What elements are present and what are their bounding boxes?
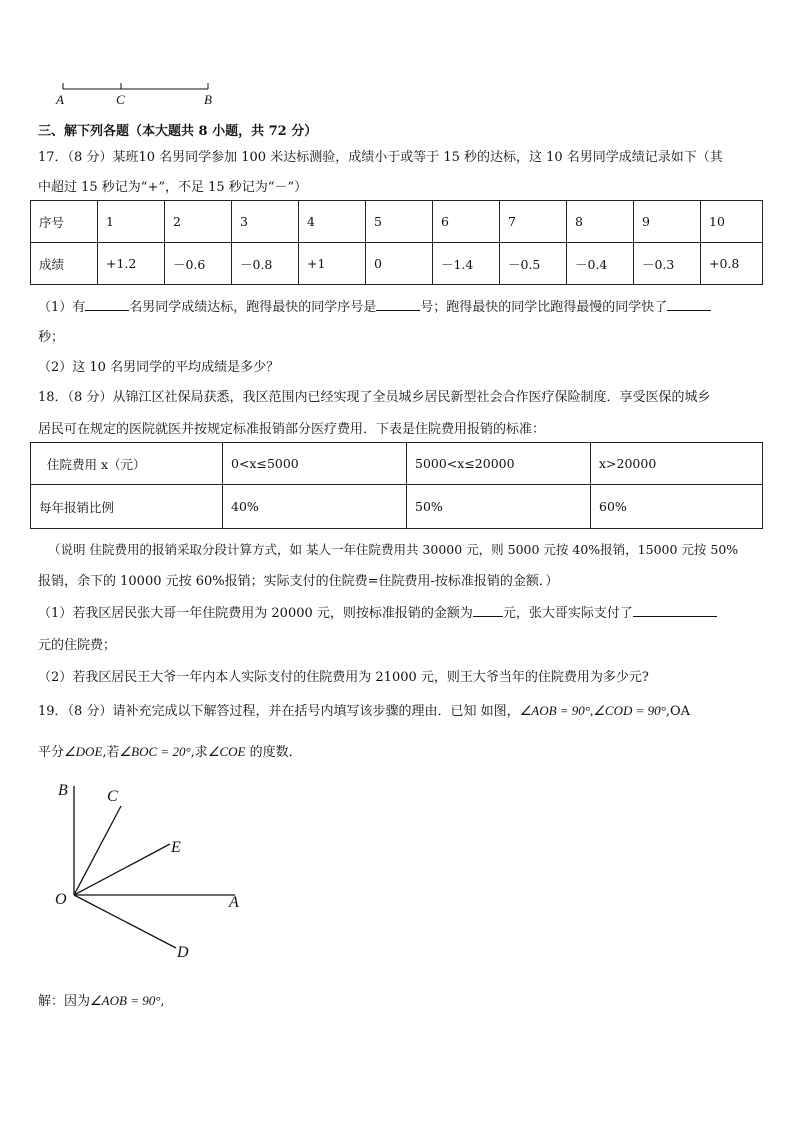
q19-angle-coe: ∠COE (207, 744, 246, 759)
q18-rate-table (30, 442, 763, 529)
answer-blank[interactable] (473, 604, 503, 617)
table-cell: 5000<x≤20000 (407, 443, 591, 485)
q19-stem-line2 (38, 741, 302, 760)
table-cell: 40% (223, 485, 407, 529)
table-cell: 序号 (31, 201, 98, 243)
table-cell: 7 (500, 201, 567, 243)
q19-text-f: 的度数． (245, 745, 302, 760)
table-cell: 5 (366, 201, 433, 243)
seg-label-c: C (116, 92, 125, 107)
ray-oe (74, 844, 170, 895)
table-cell: 0 (366, 243, 433, 285)
q19-text-a: 19．（8 分）请补充完成以下解答过程，并在括号内填写该步骤的理由．已知 如图， (38, 704, 520, 719)
seg-label-b: B (204, 92, 212, 107)
table-cell: －0.6 (165, 243, 232, 285)
table-cell: +1.2 (98, 243, 165, 285)
table-cell: 2 (165, 201, 232, 243)
table-cell: －0.5 (500, 243, 567, 285)
answer-blank[interactable] (376, 298, 420, 311)
table-cell: 9 (634, 201, 701, 243)
q17-part1-text-c: 号；跑得最快的同学比跑得最慢的同学快了 (420, 300, 668, 315)
q19-sol-text-a: 解：因为 (38, 994, 91, 1009)
q18-stem-line1: 18．（8 分）从锦江区社保局获悉，我区范围内已经实现了全员城乡居民新型社会合作医疗保险制度．享受医保的城乡 (38, 390, 711, 405)
q17-header-row (31, 201, 763, 243)
fig-label-a: A (229, 894, 239, 911)
table-cell: 50% (407, 485, 591, 529)
fig-label-d: D (177, 944, 189, 961)
q18-part1 (38, 602, 717, 621)
q17-part1 (38, 296, 711, 315)
q19-text-b: ,OA (665, 704, 690, 719)
table-cell: +0.8 (701, 243, 763, 285)
seg-label-a: A (56, 92, 64, 107)
q19-stem-line1 (38, 700, 690, 719)
table-cell: 60% (591, 485, 763, 529)
q19-angle-figure (50, 778, 260, 968)
q18-part1-text-b: 元，张大哥实际支付了 (502, 606, 633, 621)
q19-text-d: ,若 (102, 745, 120, 760)
q19-text-c: 平分 (38, 745, 65, 760)
q18-part1-text-a: （1）若我区居民张大哥一年住院费用为 20000 元，则按标准报销的金额为 (38, 606, 473, 621)
q18-part1-cont: 元的住院费； (38, 638, 117, 653)
table-cell: 住院费用 x（元） (31, 443, 223, 485)
answer-blank[interactable] (633, 604, 717, 617)
q17-score-table (30, 200, 763, 285)
q18-header-row (31, 443, 763, 485)
q19-angle-doe: ∠DOE (64, 744, 103, 759)
fig-label-o: O (55, 891, 67, 908)
q17-part1-cont: 秒； (38, 330, 65, 345)
q17-part2: （2）这 10 名男同学的平均成绩是多少？ (38, 360, 280, 375)
table-cell: 3 (232, 201, 299, 243)
fig-label-c: C (107, 788, 118, 805)
q17-score-row (31, 243, 763, 285)
q19-text-e: ,求 (190, 745, 208, 760)
q19-solution-start (38, 990, 165, 1009)
table-cell: 每年报销比例 (31, 485, 223, 529)
q17-stem-line2: 中超过 15 秒记为“+”，不足 15 秒记为“－”） (38, 180, 308, 195)
table-cell: 8 (567, 201, 634, 243)
q19-sol-text-b: , (160, 994, 165, 1009)
table-cell: －0.8 (232, 243, 299, 285)
table-cell: 1 (98, 201, 165, 243)
q18-note-line2: 报销，余下的 10000 元按 60%报销；实际支付的住院费=住院费用-按标准报销的金额．） (38, 574, 559, 589)
q17-stem-line1: 17．（8 分）某班10 名男同学参加 100 米达标测验，成绩小于或等于 15 秒的达标，这 10 名男同学成绩记录如下（其 (38, 150, 723, 165)
q17-part1-text-a: （1）有 (38, 300, 86, 315)
q19-angle-boc: ∠BOC = 20° (119, 744, 191, 759)
section-heading: 三、解下列各题（本大题共 8 小题，共 72 分） (38, 124, 318, 139)
segment-figure (55, 80, 220, 110)
table-cell: 成绩 (31, 243, 98, 285)
table-cell: 0<x≤5000 (223, 443, 407, 485)
q17-part1-text-b: 名男同学成绩达标，跑得最快的同学序号是 (129, 300, 377, 315)
fig-label-b: B (58, 782, 68, 799)
answer-blank[interactable] (667, 298, 711, 311)
table-cell: 6 (433, 201, 500, 243)
table-cell: 4 (299, 201, 366, 243)
fig-label-e: E (171, 839, 181, 856)
q19-sol-angle: ∠AOB = 90° (90, 993, 161, 1008)
table-cell: 10 (701, 201, 763, 243)
ray-od (74, 895, 176, 948)
table-cell: +1 (299, 243, 366, 285)
ray-oc (74, 806, 121, 895)
table-cell: －1.4 (433, 243, 500, 285)
answer-blank[interactable] (85, 298, 129, 311)
q19-given-angles: ∠AOB = 90°,∠COD = 90° (519, 703, 666, 718)
q18-note-line1: （说明 住院费用的报销采取分段计算方式，如 某人一年住院费用共 30000 元，则 5000 元按 40%报销，15000 元按 50% (48, 542, 739, 557)
table-cell: －0.3 (634, 243, 701, 285)
q18-rate-row (31, 485, 763, 529)
table-cell: x>20000 (591, 443, 763, 485)
q18-part2: （2）若我区居民王大爷一年内本人实际支付的住院费用为 21000 元，则王大爷当年的住院费用为多少元? (38, 670, 649, 685)
q18-stem-line2: 居民可在规定的医院就医并按规定标准报销部分医疗费用．下表是住院费用报销的标准： (38, 422, 546, 437)
table-cell: －0.4 (567, 243, 634, 285)
